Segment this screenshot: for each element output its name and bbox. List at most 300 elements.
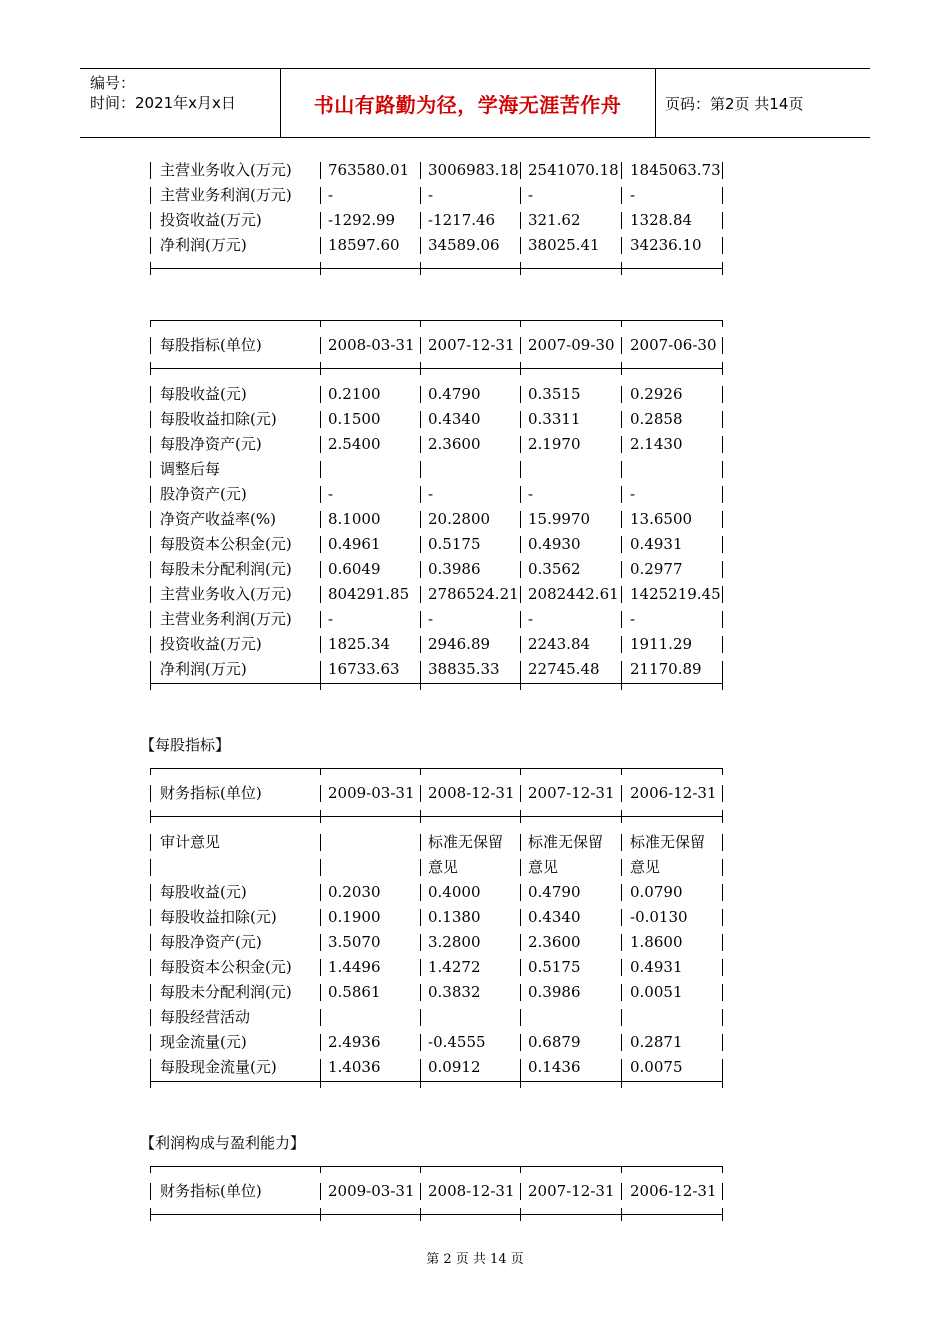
table-row bbox=[150, 632, 723, 657]
column-separator bbox=[520, 785, 521, 802]
column-separator bbox=[621, 187, 622, 204]
table-row bbox=[150, 457, 723, 482]
column-separator bbox=[150, 586, 151, 603]
column-separator bbox=[150, 561, 151, 578]
column-separator bbox=[420, 1034, 421, 1051]
column-separator bbox=[420, 1059, 421, 1076]
table-rule-tick bbox=[420, 1075, 421, 1088]
table-rule-tick bbox=[150, 362, 151, 375]
row-value: - bbox=[528, 186, 534, 204]
row-value: 0.2871 bbox=[630, 1033, 683, 1051]
row-label: 每股未分配利润(元) bbox=[160, 983, 292, 1001]
row-label: 每股现金流量(元) bbox=[160, 1058, 277, 1076]
column-separator bbox=[420, 959, 421, 976]
column-separator bbox=[420, 486, 421, 503]
table-rule bbox=[150, 368, 723, 369]
table-rule-tick bbox=[722, 1075, 723, 1088]
row-value: 2.1430 bbox=[630, 435, 683, 453]
row-value: 0.2858 bbox=[630, 410, 683, 428]
column-separator bbox=[420, 561, 421, 578]
row-value: 2.5400 bbox=[328, 435, 381, 453]
table-row bbox=[150, 432, 723, 457]
row-value: - bbox=[630, 485, 636, 503]
row-value: 0.3311 bbox=[528, 410, 581, 428]
row-label: 现金流量(元) bbox=[160, 1033, 247, 1051]
row-value: 0.4931 bbox=[630, 958, 683, 976]
row-value: 38025.41 bbox=[528, 236, 600, 254]
column-separator bbox=[520, 636, 521, 653]
row-value: 1.4496 bbox=[328, 958, 381, 976]
column-separator bbox=[722, 337, 723, 354]
row-value: - bbox=[328, 186, 334, 204]
row-value: 0.4790 bbox=[428, 385, 481, 403]
row-value: 38835.33 bbox=[428, 660, 500, 678]
table-rule-tick bbox=[150, 262, 151, 275]
row-value: 21170.89 bbox=[630, 660, 702, 678]
column-separator bbox=[150, 337, 151, 354]
column-separator bbox=[520, 1009, 521, 1026]
row-value: 0.2926 bbox=[630, 385, 683, 403]
column-separator bbox=[722, 237, 723, 254]
row-value: 0.5175 bbox=[428, 535, 481, 553]
column-separator bbox=[722, 909, 723, 926]
column-separator bbox=[722, 1009, 723, 1026]
row-value: - bbox=[630, 186, 636, 204]
row-value: 18597.60 bbox=[328, 236, 400, 254]
column-separator bbox=[520, 884, 521, 901]
row-label: 每股未分配利润(元) bbox=[160, 560, 292, 578]
table-rule-tick bbox=[520, 1208, 521, 1221]
column-separator bbox=[150, 212, 151, 229]
column-separator bbox=[320, 611, 321, 628]
column-separator bbox=[722, 859, 723, 876]
column-separator bbox=[520, 511, 521, 528]
column-header: 2007-12-31 bbox=[428, 336, 515, 354]
column-separator bbox=[420, 511, 421, 528]
table-rule-tick bbox=[420, 262, 421, 275]
table-rule-tick bbox=[320, 810, 321, 823]
row-value: 2946.89 bbox=[428, 635, 491, 653]
column-separator bbox=[320, 536, 321, 553]
table-row bbox=[150, 607, 723, 632]
column-separator bbox=[420, 162, 421, 179]
column-header: 财务指标(单位) bbox=[160, 784, 262, 802]
column-separator bbox=[520, 1183, 521, 1200]
column-separator bbox=[320, 934, 321, 951]
table-rule-tick bbox=[420, 1208, 421, 1221]
column-separator bbox=[520, 536, 521, 553]
row-value: 804291.85 bbox=[328, 585, 410, 603]
row-value: - bbox=[528, 610, 534, 628]
table-rule-tick bbox=[520, 320, 521, 327]
column-separator bbox=[420, 611, 421, 628]
column-separator bbox=[420, 934, 421, 951]
column-separator bbox=[150, 984, 151, 1001]
column-separator bbox=[520, 611, 521, 628]
column-separator bbox=[150, 511, 151, 528]
column-header: 财务指标(单位) bbox=[160, 1182, 262, 1200]
column-separator bbox=[621, 611, 622, 628]
row-value: 1845063.73 bbox=[630, 161, 721, 179]
column-separator bbox=[420, 337, 421, 354]
row-value: 0.5861 bbox=[328, 983, 381, 1001]
table-row bbox=[150, 158, 723, 183]
page-header bbox=[80, 68, 870, 138]
table-row bbox=[150, 233, 723, 258]
column-separator bbox=[420, 586, 421, 603]
column-separator bbox=[150, 909, 151, 926]
table-rule-tick bbox=[520, 1075, 521, 1088]
column-separator bbox=[150, 1009, 151, 1026]
row-value: 3.2800 bbox=[428, 933, 481, 951]
column-separator bbox=[722, 511, 723, 528]
section-title-per-share: 【每股指标】 bbox=[140, 736, 231, 754]
row-value: 0.4930 bbox=[528, 535, 581, 553]
row-value: 标准无保留 bbox=[528, 833, 604, 851]
column-separator bbox=[621, 884, 622, 901]
column-separator bbox=[621, 636, 622, 653]
table-rule-tick bbox=[520, 262, 521, 275]
row-value: 321.62 bbox=[528, 211, 581, 229]
column-separator bbox=[520, 436, 521, 453]
table-rule-tick bbox=[150, 1208, 151, 1221]
column-separator bbox=[320, 187, 321, 204]
column-separator bbox=[621, 212, 622, 229]
table-row bbox=[150, 1055, 723, 1080]
column-separator bbox=[320, 1034, 321, 1051]
row-value: 0.0912 bbox=[428, 1058, 481, 1076]
table-rule bbox=[150, 1214, 723, 1215]
column-separator bbox=[520, 909, 521, 926]
column-separator bbox=[420, 636, 421, 653]
row-value: 0.4790 bbox=[528, 883, 581, 901]
table-rule-tick bbox=[722, 677, 723, 690]
row-value: 763580.01 bbox=[328, 161, 410, 179]
column-separator bbox=[621, 834, 622, 851]
row-value: 0.3986 bbox=[528, 983, 581, 1001]
column-separator bbox=[320, 859, 321, 876]
column-separator bbox=[320, 586, 321, 603]
column-separator bbox=[621, 586, 622, 603]
header-meta bbox=[90, 73, 236, 113]
row-value: - bbox=[428, 186, 434, 204]
column-header: 2008-03-31 bbox=[328, 336, 415, 354]
row-value: 3.5070 bbox=[328, 933, 381, 951]
column-separator bbox=[150, 884, 151, 901]
column-separator bbox=[320, 959, 321, 976]
row-value: 0.4931 bbox=[630, 535, 683, 553]
row-value: 0.3832 bbox=[428, 983, 481, 1001]
column-separator bbox=[150, 1183, 151, 1200]
column-separator bbox=[150, 1059, 151, 1076]
column-separator bbox=[722, 1034, 723, 1051]
table-rule-tick bbox=[150, 320, 151, 327]
column-separator bbox=[320, 212, 321, 229]
column-separator bbox=[320, 561, 321, 578]
table-rule bbox=[150, 1166, 723, 1167]
row-value: 意见 bbox=[528, 858, 559, 876]
row-value: 0.2030 bbox=[328, 883, 381, 901]
row-value: 0.3562 bbox=[528, 560, 581, 578]
column-separator bbox=[520, 162, 521, 179]
column-separator bbox=[420, 785, 421, 802]
column-separator bbox=[520, 1034, 521, 1051]
row-label: 主营业务收入(万元) bbox=[160, 161, 292, 179]
row-value: -1217.46 bbox=[428, 211, 496, 229]
table-rule-tick bbox=[320, 1075, 321, 1088]
column-separator bbox=[621, 984, 622, 1001]
table-rule-tick bbox=[621, 768, 622, 775]
column-separator bbox=[320, 661, 321, 678]
section-title-profit: 【利润构成与盈利能力】 bbox=[140, 1134, 306, 1152]
column-separator bbox=[320, 909, 321, 926]
table-row bbox=[150, 183, 723, 208]
table-rule-tick bbox=[621, 362, 622, 375]
column-separator bbox=[722, 486, 723, 503]
row-value: - bbox=[428, 485, 434, 503]
row-label: 审计意见 bbox=[160, 833, 221, 851]
table-rule-tick bbox=[150, 810, 151, 823]
column-separator bbox=[150, 785, 151, 802]
table-rule-tick bbox=[621, 1075, 622, 1088]
column-separator bbox=[320, 1009, 321, 1026]
column-separator bbox=[722, 162, 723, 179]
table-rule-tick bbox=[420, 1166, 421, 1173]
row-label: 主营业务收入(万元) bbox=[160, 585, 292, 603]
column-separator bbox=[722, 536, 723, 553]
row-value: 2.3600 bbox=[528, 933, 581, 951]
table-row bbox=[150, 657, 723, 682]
row-value: -0.0130 bbox=[630, 908, 688, 926]
column-separator bbox=[420, 661, 421, 678]
row-value: 0.3515 bbox=[528, 385, 581, 403]
column-separator bbox=[150, 187, 151, 204]
column-separator bbox=[150, 834, 151, 851]
column-separator bbox=[722, 636, 723, 653]
header-page-info: 页码：第2页 共14页 bbox=[665, 95, 804, 113]
table-rule-tick bbox=[520, 768, 521, 775]
row-value: 20.2800 bbox=[428, 510, 491, 528]
row-value: 13.6500 bbox=[630, 510, 693, 528]
column-separator bbox=[520, 934, 521, 951]
row-value: 2786524.21 bbox=[428, 585, 519, 603]
column-separator bbox=[621, 1009, 622, 1026]
row-value: 34589.06 bbox=[428, 236, 500, 254]
column-separator bbox=[722, 611, 723, 628]
table-rule-tick bbox=[320, 677, 321, 690]
column-separator bbox=[320, 237, 321, 254]
table-rule-tick bbox=[520, 677, 521, 690]
row-value: 1328.84 bbox=[630, 211, 693, 229]
row-value: - bbox=[630, 610, 636, 628]
table-rule-tick bbox=[150, 768, 151, 775]
row-value: 0.4340 bbox=[528, 908, 581, 926]
table-rule-tick bbox=[621, 1166, 622, 1173]
table-rule-tick bbox=[420, 362, 421, 375]
column-separator bbox=[722, 661, 723, 678]
column-separator bbox=[150, 1034, 151, 1051]
row-value: 22745.48 bbox=[528, 660, 600, 678]
row-label: 投资收益(万元) bbox=[160, 211, 262, 229]
column-separator bbox=[150, 237, 151, 254]
table-rule-tick bbox=[320, 1208, 321, 1221]
column-separator bbox=[150, 162, 151, 179]
column-header: 2007-06-30 bbox=[630, 336, 717, 354]
table-rule-tick bbox=[722, 362, 723, 375]
row-label: 净利润(万元) bbox=[160, 660, 247, 678]
page-footer: 第 2 页 共 14 页 bbox=[426, 1252, 524, 1267]
column-separator bbox=[420, 411, 421, 428]
column-separator bbox=[520, 586, 521, 603]
table-rule-tick bbox=[420, 677, 421, 690]
column-header: 2006-12-31 bbox=[630, 1182, 717, 1200]
column-separator bbox=[320, 636, 321, 653]
column-header: 2008-12-31 bbox=[428, 1182, 515, 1200]
column-separator bbox=[621, 934, 622, 951]
row-label: 每股收益扣除(元) bbox=[160, 908, 277, 926]
column-separator bbox=[320, 785, 321, 802]
row-value: -0.4555 bbox=[428, 1033, 486, 1051]
column-separator bbox=[722, 436, 723, 453]
column-separator bbox=[621, 411, 622, 428]
column-separator bbox=[722, 411, 723, 428]
table-row bbox=[150, 980, 723, 1005]
row-value: 8.1000 bbox=[328, 510, 381, 528]
row-value: 0.1380 bbox=[428, 908, 481, 926]
column-separator bbox=[150, 934, 151, 951]
row-label: 净资产收益率(%) bbox=[160, 510, 276, 528]
table-row bbox=[150, 930, 723, 955]
row-label: 每股净资产(元) bbox=[160, 435, 262, 453]
column-separator bbox=[621, 1183, 622, 1200]
column-separator bbox=[320, 461, 321, 478]
table-rule-tick bbox=[621, 810, 622, 823]
column-separator bbox=[150, 661, 151, 678]
column-separator bbox=[621, 486, 622, 503]
row-value: - bbox=[528, 485, 534, 503]
table-row bbox=[150, 880, 723, 905]
row-value: 标准无保留 bbox=[428, 833, 504, 851]
table-rule-tick bbox=[320, 768, 321, 775]
column-separator bbox=[520, 661, 521, 678]
column-header: 2007-12-31 bbox=[528, 784, 615, 802]
table-rule-tick bbox=[150, 677, 151, 690]
column-separator bbox=[621, 561, 622, 578]
column-separator bbox=[621, 785, 622, 802]
column-separator bbox=[320, 162, 321, 179]
row-value: 2243.84 bbox=[528, 635, 591, 653]
row-value: 标准无保留 bbox=[630, 833, 706, 851]
column-separator bbox=[722, 834, 723, 851]
header-divider bbox=[655, 69, 656, 137]
table-row bbox=[150, 507, 723, 532]
column-separator bbox=[621, 536, 622, 553]
column-separator bbox=[520, 411, 521, 428]
row-value: 1911.29 bbox=[630, 635, 693, 653]
column-separator bbox=[150, 486, 151, 503]
column-separator bbox=[150, 859, 151, 876]
row-value: 0.4961 bbox=[328, 535, 381, 553]
document-number-label: 编号： bbox=[90, 74, 136, 92]
column-separator bbox=[520, 486, 521, 503]
column-header: 2009-03-31 bbox=[328, 1182, 415, 1200]
column-separator bbox=[621, 511, 622, 528]
column-separator bbox=[621, 386, 622, 403]
column-header: 2007-09-30 bbox=[528, 336, 615, 354]
document-time-label: 时间：2021年x月x日 bbox=[90, 94, 236, 112]
column-separator bbox=[420, 212, 421, 229]
row-label: 股净资产(元) bbox=[160, 485, 247, 503]
row-value: 2082442.61 bbox=[528, 585, 619, 603]
table-rule-tick bbox=[722, 262, 723, 275]
table-rule-tick bbox=[320, 262, 321, 275]
column-header: 2007-12-31 bbox=[528, 1182, 615, 1200]
table-rule bbox=[150, 320, 723, 321]
column-separator bbox=[621, 461, 622, 478]
column-separator bbox=[722, 586, 723, 603]
column-header: 2006-12-31 bbox=[630, 784, 717, 802]
column-separator bbox=[320, 834, 321, 851]
row-label: 每股净资产(元) bbox=[160, 933, 262, 951]
column-separator bbox=[320, 337, 321, 354]
column-separator bbox=[520, 984, 521, 1001]
table-rule-tick bbox=[320, 362, 321, 375]
row-value: - bbox=[328, 610, 334, 628]
row-label: 每股经营活动 bbox=[160, 1008, 251, 1026]
column-separator bbox=[150, 536, 151, 553]
table-rule-tick bbox=[722, 768, 723, 775]
column-separator bbox=[722, 212, 723, 229]
column-separator bbox=[520, 561, 521, 578]
table-rule-tick bbox=[621, 1208, 622, 1221]
row-value: 0.0075 bbox=[630, 1058, 683, 1076]
column-separator bbox=[621, 909, 622, 926]
column-separator bbox=[621, 436, 622, 453]
table-rule-tick bbox=[520, 810, 521, 823]
table-row bbox=[150, 1005, 723, 1030]
table-row bbox=[150, 905, 723, 930]
table-row bbox=[150, 955, 723, 980]
row-label: 每股收益(元) bbox=[160, 385, 247, 403]
row-value: 0.2100 bbox=[328, 385, 381, 403]
row-value: 1.4272 bbox=[428, 958, 481, 976]
table-rule-tick bbox=[520, 362, 521, 375]
row-label: 净利润(万元) bbox=[160, 236, 247, 254]
table-rule-tick bbox=[722, 320, 723, 327]
column-separator bbox=[420, 187, 421, 204]
row-value: 1.4036 bbox=[328, 1058, 381, 1076]
column-separator bbox=[722, 561, 723, 578]
row-value: 0.1436 bbox=[528, 1058, 581, 1076]
table-header-row bbox=[150, 781, 723, 806]
row-value: - bbox=[328, 485, 334, 503]
column-separator bbox=[621, 337, 622, 354]
table-header-row bbox=[150, 333, 723, 358]
row-value: 0.6049 bbox=[328, 560, 381, 578]
table-rule bbox=[150, 816, 723, 817]
table-row bbox=[150, 830, 723, 855]
table-row bbox=[150, 382, 723, 407]
column-separator bbox=[420, 436, 421, 453]
table-header-row bbox=[150, 1179, 723, 1204]
column-separator bbox=[621, 959, 622, 976]
table-rule-tick bbox=[320, 320, 321, 327]
table-rule-tick bbox=[722, 810, 723, 823]
column-separator bbox=[320, 1059, 321, 1076]
row-value: 0.0790 bbox=[630, 883, 683, 901]
column-separator bbox=[420, 884, 421, 901]
column-separator bbox=[520, 337, 521, 354]
